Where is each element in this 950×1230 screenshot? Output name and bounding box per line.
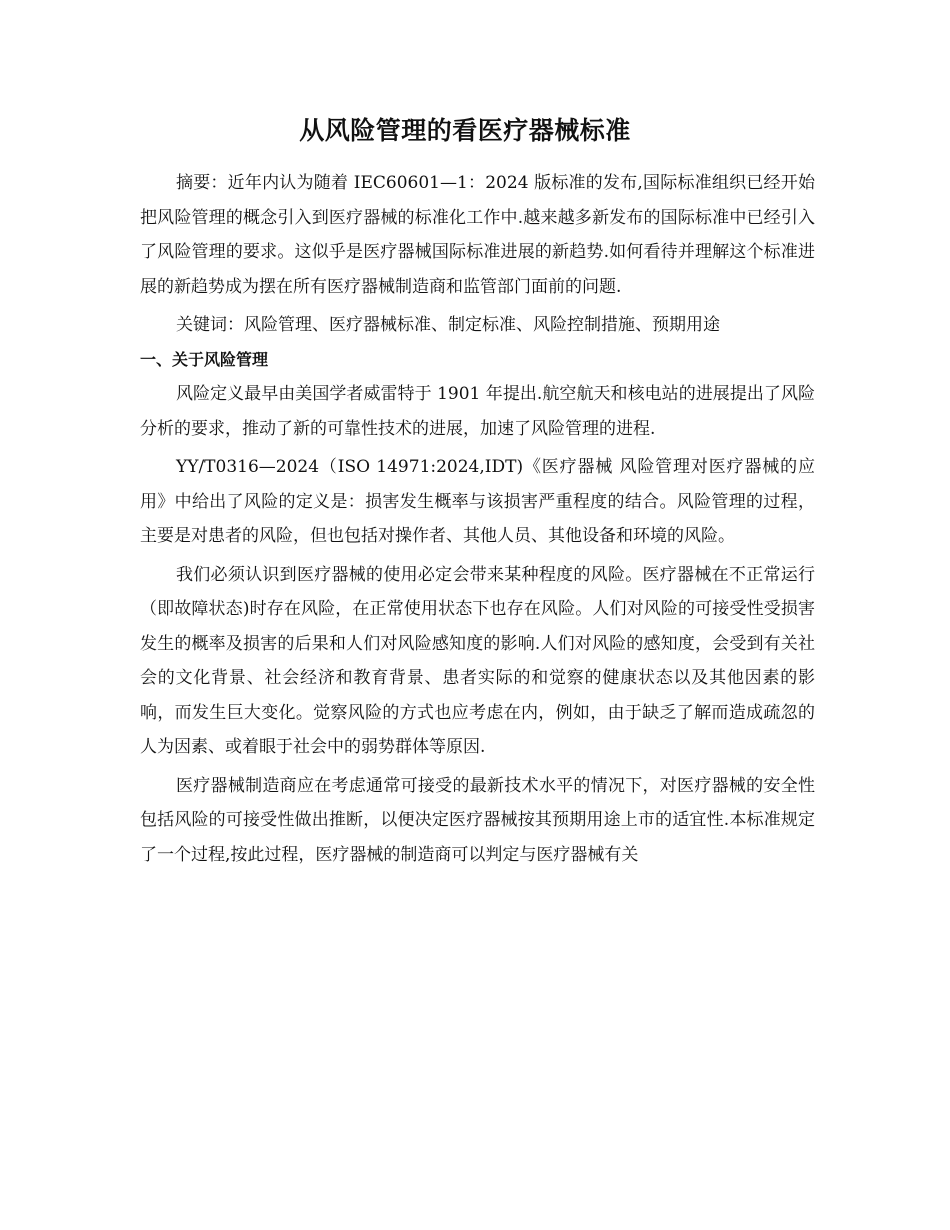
body-paragraph: 我们必须认识到医疗器械的使用必定会带来某种程度的风险。医疗器械在不正常运行（即故障状态)时存在风险，在正常使用状态下也存在风险。人们对风险的可接受性受损害发生的概率及损害的后果和人们对风险感知度的影响.人们对风险的感知度，会受到有关社会的文化背景、社会经济和教育背景、患者实际的和觉察的健康状态以及其他因素的影响，而发生巨大变化。觉察风险的方式也应考虑在内，例如，由于缺乏了解而造成疏忽的人为因素、或着眼于社会中的弱势群体等原因. [140, 564, 815, 757]
body-paragraph: 医疗器械制造商应在考虑通常可接受的最新技术水平的情况下，对医疗器械的安全性包括风险的可接受性做出推断，以便决定医疗器械按其预期用途上市的适宜性.本标准规定了一个过程,按此过程，医疗器械的制造商可以判定与医疗器械有关 [140, 775, 815, 865]
document-title: 从风险管理的看医疗器械标准 [299, 116, 631, 145]
keywords-paragraph: 关键词：风险管理、医疗器械标准、制定标准、风险控制措施、预期用途 [176, 315, 720, 335]
body-paragraph: YY/T0316—2024（ISO 14971:2024,IDT)《医疗器械 风险管理对医疗器械的应用》中给出了风险的定义是：损害发生概率与该损害严重程度的结合。风险管理的过程，主要是对患者的风险，但也包括对操作者、其他人员、其他设备和环境的风险。 [140, 457, 815, 546]
body-paragraph: 风险定义最早由美国学者威雷特于 1901 年提出.航空航天和核电站的进展提出了风险分析的要求，推动了新的可靠性技术的进展，加速了风险管理的进程. [140, 384, 815, 439]
section-heading-risk-management: 一、关于风险管理 [140, 349, 269, 369]
abstract-paragraph: 摘要：近年内认为随着 IEC60601—1：2024 版标准的发布,国际标准组织已经开始把风险管理的概念引入到医疗器械的标准化工作中.越来越多新发布的国际标准中已经引入了风险管理的要求。这似乎是医疗器械国际标准进展的新趋势.如何看待并理解这个标准进展的新趋势成为摆在所有医疗器械制造商和监管部门面前的问题. [140, 173, 815, 297]
document-body [140, 108, 815, 872]
